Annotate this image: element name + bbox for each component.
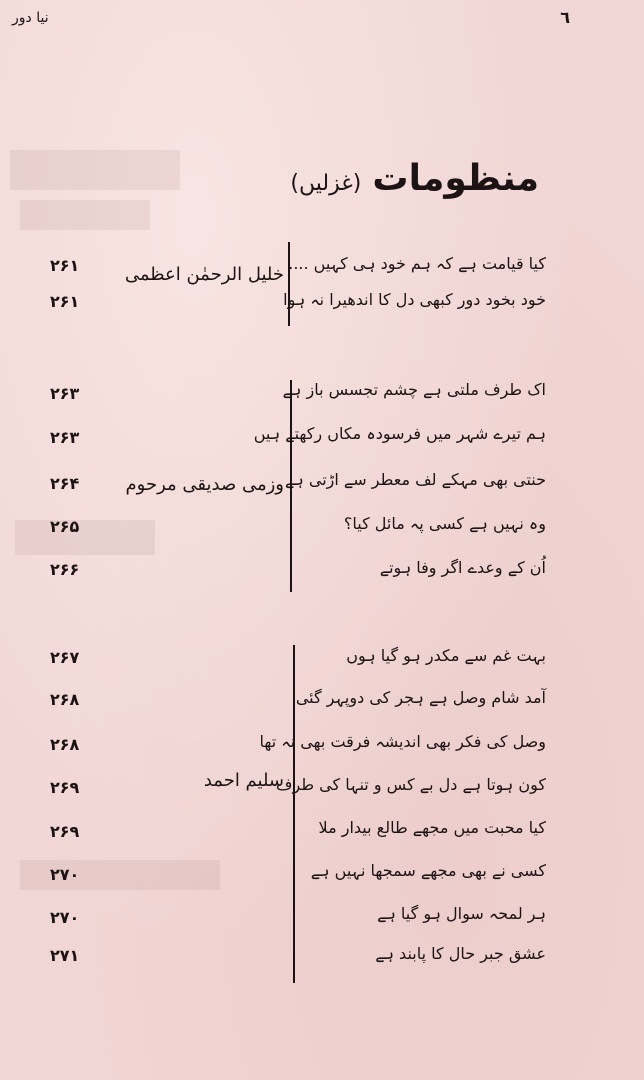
entry-page: ۲۶۷ — [50, 648, 80, 667]
entry-page: ۲۶۱ — [50, 256, 80, 275]
poet-name: سلیم احمد — [203, 770, 284, 791]
entry-title: وصل کی فکر بھی اندیشہ فرقت بھی نہ تھا — [259, 732, 546, 751]
entry-title: عشق جبر حال کا پابند ہے — [375, 944, 546, 963]
entry-page: ۲۷۱ — [50, 946, 80, 965]
entry-title: وہ نہیں ہے کسی پہ مائل کیا؟ — [343, 514, 546, 533]
running-title: نیا دور — [12, 10, 49, 26]
entry-title: حنتی بھی مہکے لف معطر سے اڑتی ہے — [285, 470, 546, 489]
entry-title: ہم تیرے شہر میں فرسودہ مکاں رکھتے ہیں — [253, 424, 546, 443]
entry-page: ۲۷۰ — [50, 908, 80, 927]
entry-page: ۲۷۰ — [50, 865, 80, 884]
section-title: منظومات — [372, 158, 539, 199]
poet-name: وزمی صدیقی مرحوم — [125, 474, 284, 495]
entry-page: ۲۶۴ — [50, 474, 80, 493]
section-heading — [290, 158, 539, 199]
separator-line — [293, 645, 295, 983]
entry-page: ۲۶۸ — [50, 735, 80, 754]
entry-page: ۲۶۸ — [50, 690, 80, 709]
entry-title: کسی نے بھی مجھے سمجھا نہیں ہے — [310, 861, 546, 880]
entry-title: کون ہوتا ہے دل بے کس و تنہا کی طرف — [275, 775, 546, 794]
section-subtitle: (غزلیں) — [290, 171, 362, 196]
entry-page: ۲۶۳ — [50, 384, 80, 403]
entry-title: بہت غم سے مکدر ہو گیا ہوں — [346, 646, 546, 665]
entry-page: ۲۶۶ — [50, 560, 80, 579]
entry-page: ۲۶۵ — [50, 517, 80, 536]
entry-title: ہر لمحہ سوال ہو گیا ہے — [377, 904, 546, 923]
entry-title: کیا محبت میں مجھے طالع بیدار ملا — [318, 818, 546, 837]
entry-title: اک طرف ملتی ہے چشم تجسس باز ہے — [282, 380, 546, 399]
entry-page: ۲۶۹ — [50, 822, 80, 841]
entry-page: ۲۶۳ — [50, 428, 80, 447]
entry-page: ۲۶۹ — [50, 778, 80, 797]
poet-name: خلیل الرحمٰن اعظمی — [124, 264, 284, 285]
entry-title: کیا قیامت ہے کہ ہم خود ہی کہیں .... — [288, 254, 546, 273]
page-number: ٦ — [560, 8, 570, 27]
entry-title: اُن کے وعدے اگر وفا ہوتے — [379, 558, 546, 577]
entry-title: آمد شام وصل ہے ہجر کی دوپہر گئی — [295, 688, 546, 707]
entry-title: خود بخود دور کبھی دل کا اندھیرا نہ ہوا — [283, 290, 546, 309]
entry-page: ۲۶۱ — [50, 292, 80, 311]
